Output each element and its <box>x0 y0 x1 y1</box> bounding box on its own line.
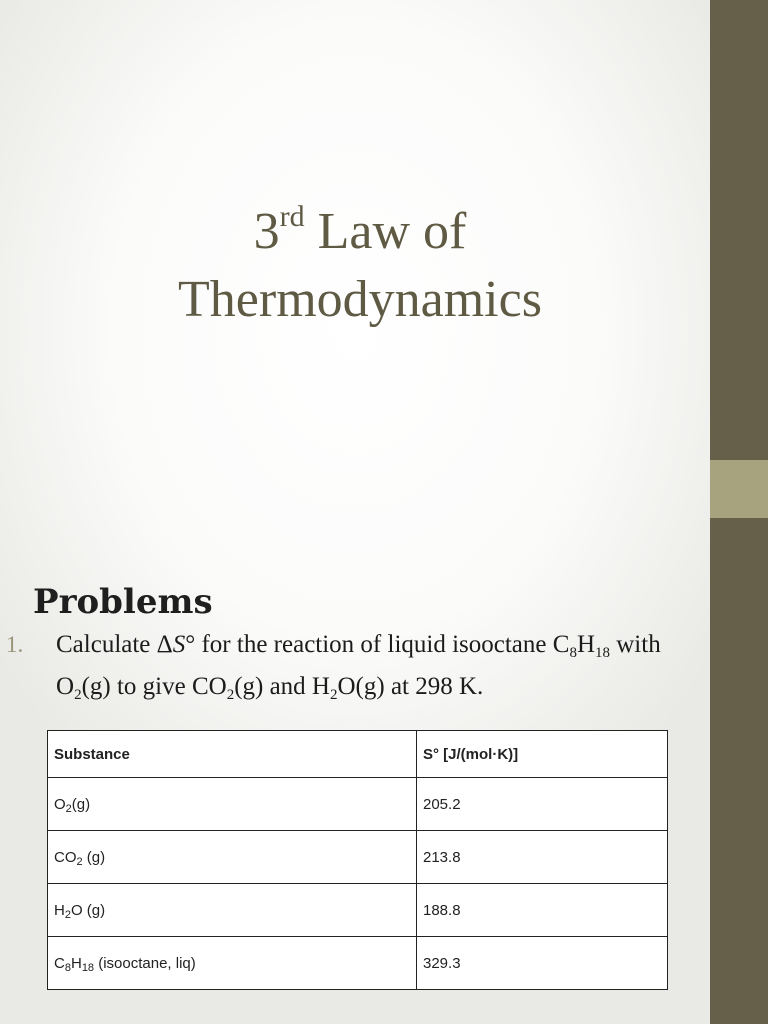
column-header-entropy: S° [J/(mol·K)] <box>417 731 668 778</box>
entropy-table <box>47 730 668 990</box>
title-number: 3 <box>253 203 280 260</box>
slide-title <box>0 198 720 334</box>
substance-cell: $H_2O$ (g) <box>48 884 417 937</box>
column-header-substance: Substance <box>48 731 417 778</box>
substance-cell: $O_2(g)$ <box>48 778 417 831</box>
table-row <box>48 884 668 937</box>
entropy-value-cell: 205.2 <box>417 778 668 831</box>
problem-number: 1. <box>6 632 24 657</box>
entropy-value-cell: 329.3 <box>417 937 668 990</box>
title-line1: Law of <box>304 203 467 260</box>
substance-cell: $C_8H_{18}$ (isooctane, liq) <box>48 937 417 990</box>
table-row <box>48 778 668 831</box>
side-bar-accent <box>710 460 768 518</box>
entropy-value-cell: 188.8 <box>417 884 668 937</box>
substance-cell: $CO_2$ (g) <box>48 831 417 884</box>
problem-text: Calculate ΔS° for the reaction of liquid isooctane $C_8H_{18}$ with $O_2(g)$ to give $CO_2(g)$ and $H_2O(g)$ at 298 K. <box>56 631 661 703</box>
entropy-value-cell: 213.8 <box>417 831 668 884</box>
table-header-row <box>48 731 668 778</box>
problems-heading: Problems <box>33 582 213 622</box>
title-superscript: rd <box>279 200 305 233</box>
table-row <box>48 831 668 884</box>
title-line2: Thermodynamics <box>178 271 542 328</box>
table-row <box>48 937 668 990</box>
